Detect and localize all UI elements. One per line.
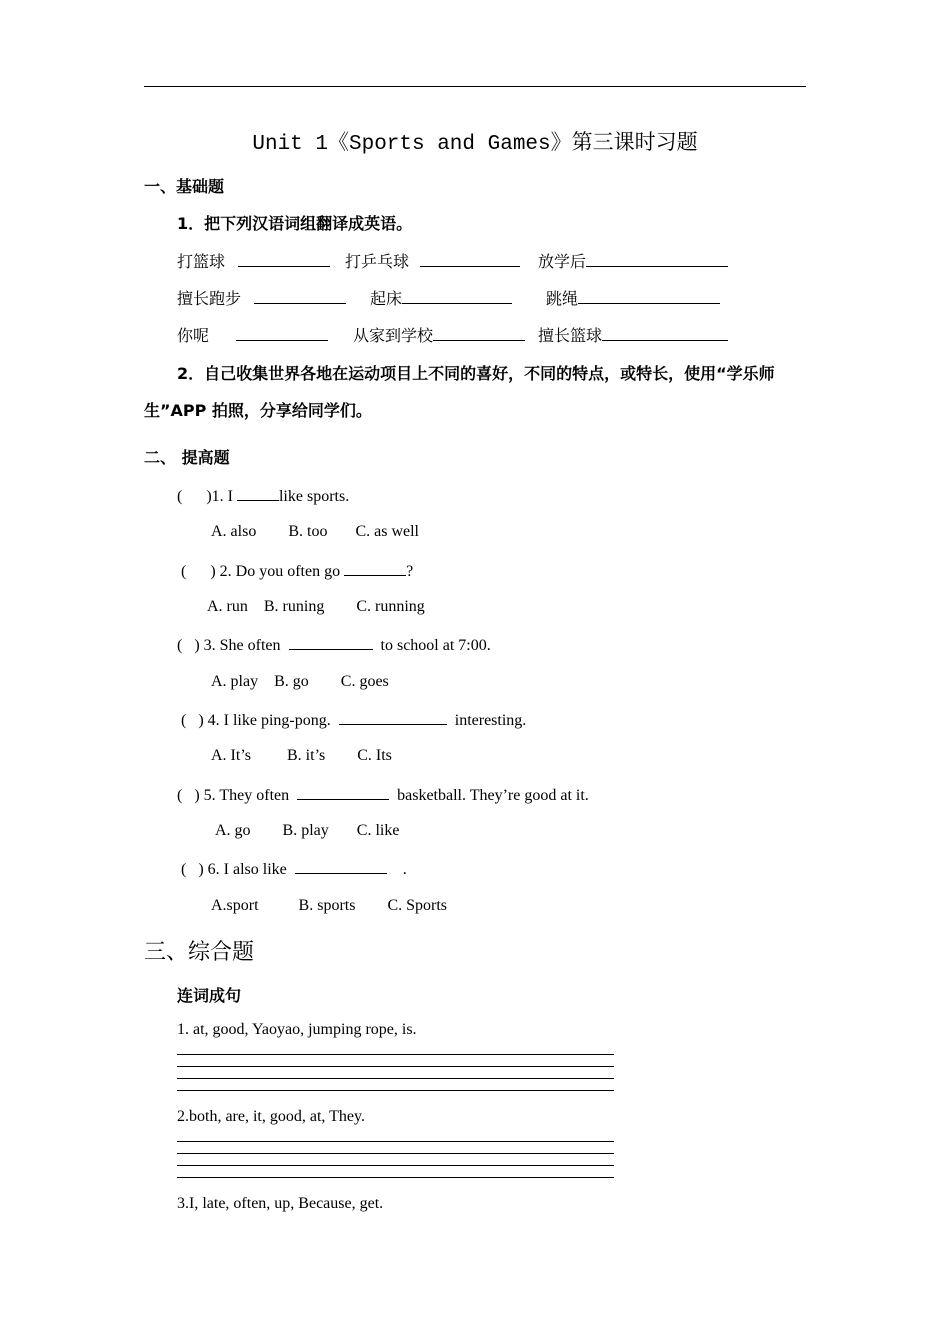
answer-blank[interactable] <box>339 710 447 725</box>
writing-line[interactable] <box>177 1165 614 1166</box>
sentence-item: 2.both, are, it, good, at, They. <box>177 1108 365 1125</box>
answer-blank[interactable] <box>420 252 520 267</box>
answer-blank[interactable] <box>602 326 728 341</box>
answer-blank[interactable] <box>402 289 512 304</box>
mc-options: A. It’s B. it’s C. Its <box>211 747 392 764</box>
answer-blank[interactable] <box>238 252 330 267</box>
term-item: 放学后 <box>538 249 728 272</box>
section1-q2-line1: 2．自己收集世界各地在运动项目上不同的喜好，不同的特点，或特长，使用“学乐师 <box>177 364 775 383</box>
top-rule <box>144 86 806 87</box>
term-item: 起床 <box>370 286 512 309</box>
section3-heading: 三、综合题 <box>144 940 255 965</box>
answer-blank[interactable] <box>344 561 406 576</box>
answer-blank[interactable] <box>578 289 720 304</box>
writing-line[interactable] <box>177 1177 614 1178</box>
mc-question: ( ) 4. I like ping-pong. interesting. <box>181 712 527 729</box>
mc-question: ( ) 6. I also like . <box>181 861 407 878</box>
writing-line[interactable] <box>177 1066 614 1067</box>
answer-blank[interactable] <box>254 289 346 304</box>
mc-options: A.sport B. sports C. Sports <box>211 897 448 914</box>
term-item: 擅长跑步 <box>177 286 346 309</box>
term-item: 打乒乓球 <box>345 249 520 272</box>
writing-line[interactable] <box>177 1054 614 1055</box>
term-item: 打篮球 <box>177 249 330 272</box>
answer-blank[interactable] <box>433 326 525 341</box>
writing-line[interactable] <box>177 1090 614 1091</box>
term-item: 你呢 <box>177 323 328 346</box>
answer-blank[interactable] <box>237 486 279 501</box>
section3-subheading: 连词成句 <box>177 986 242 1005</box>
answer-blank[interactable] <box>289 635 373 650</box>
section1-heading: 一、基础题 <box>144 177 225 196</box>
mc-question: ( ) 2. Do you often go ? <box>181 563 414 580</box>
mc-question: ( )1. I like sports. <box>177 488 350 505</box>
writing-line[interactable] <box>177 1153 614 1154</box>
answer-blank[interactable] <box>236 326 328 341</box>
page-title: Unit 1《Sports and Games》第三课时习题 <box>252 133 698 156</box>
writing-line[interactable] <box>177 1078 614 1079</box>
mc-options: A. run B. runing C. running <box>207 598 425 615</box>
answer-blank[interactable] <box>297 785 389 800</box>
section1-q1: 1．把下列汉语词组翻译成英语。 <box>177 214 413 233</box>
mc-question: ( ) 3. She often to school at 7:00. <box>177 637 491 654</box>
section1-q2-line2: 生”APP 拍照，分享给同学们。 <box>144 401 372 420</box>
mc-options: A. play B. go C. goes <box>211 673 389 690</box>
answer-blank[interactable] <box>586 252 728 267</box>
term-item: 擅长篮球 <box>538 323 728 346</box>
term-item: 从家到学校 <box>353 323 525 346</box>
mc-question: ( ) 5. They often basketball. They’re good at it. <box>177 787 589 804</box>
sentence-item: 1. at, good, Yaoyao, jumping rope, is. <box>177 1021 417 1038</box>
writing-line[interactable] <box>177 1141 614 1142</box>
term-item: 跳绳 <box>546 286 720 309</box>
answer-blank[interactable] <box>295 859 387 874</box>
sentence-item: 3.I, late, often, up, Because, get. <box>177 1195 384 1212</box>
mc-options: A. go B. play C. like <box>215 822 400 839</box>
section2-heading: 二、 提高题 <box>144 448 230 467</box>
mc-options: A. also B. too C. as well <box>211 523 419 540</box>
